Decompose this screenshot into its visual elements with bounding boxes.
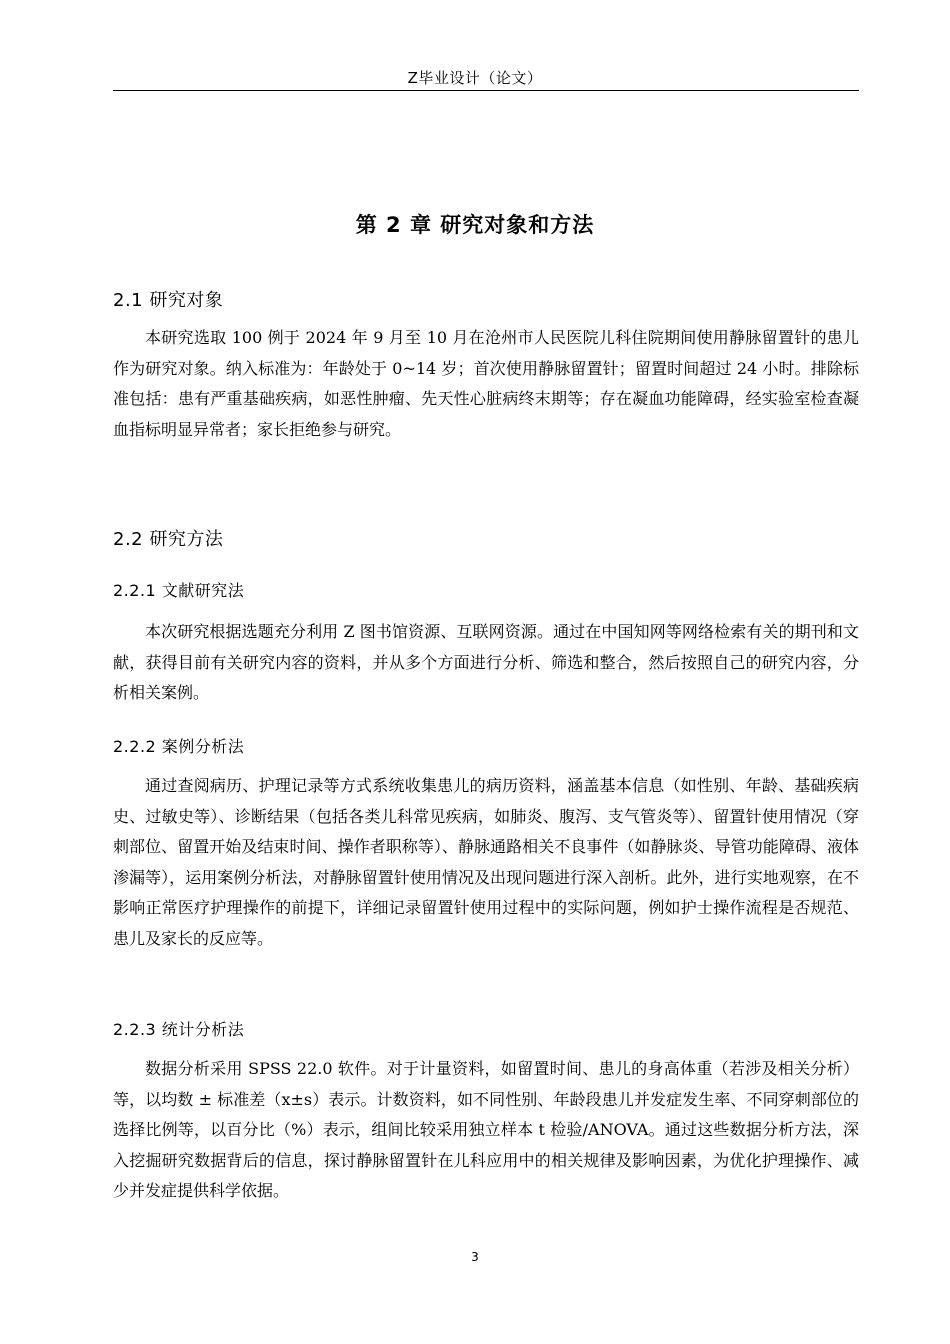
section-2-2-3-title: 2.2.3 统计分析法	[113, 1020, 245, 1039]
page-header-title: Z毕业设计（论文）	[407, 69, 543, 87]
page-number: 3	[471, 1250, 479, 1264]
chapter-title: 第 2 章 研究对象和方法	[355, 213, 595, 237]
section-2-2-1-title: 2.2.1 文献研究法	[113, 581, 245, 600]
section-2-2-1-paragraph: 本次研究根据选题充分利用 Z 图书馆资源、互联网资源。通过在中国知网等网络检索有关的期刊和文献，获得目前有关研究内容的资料，并从多个方面进行分析、筛选和整合，然后按照自己的研究内容，分析相关案例。	[113, 622, 859, 702]
header-divider	[113, 90, 859, 91]
section-2-2-2-title: 2.2.2 案例分析法	[113, 737, 245, 756]
section-2-1-paragraph: 本研究选取 100 例于 2024 年 9 月至 10 月在沧州市人民医院儿科住院期间使用静脉留置针的患儿作为研究对象。纳入标准为：年龄处于 0~14 岁；首次使用静脉留置针；留置时间超过 24 小时。排除标准包括：患有严重基础疾病，如恶性肿瘤、先天性心脏病终末期等；存在凝血功能障碍，经实验室检查凝血指标明显异常者；家长拒绝参与研究。	[113, 328, 859, 439]
section-2-2-2-paragraph: 通过查阅病历、护理记录等方式系统收集患儿的病历资料，涵盖基本信息（如性别、年龄、基础疾病史、过敏史等）、诊断结果（包括各类儿科常见疾病，如肺炎、腹泻、支气管炎等）、留置针使用情况（穿刺部位、留置开始及结束时间、操作者职称等）、静脉通路相关不良事件（如静脉炎、导管功能障碍、液体渗漏等），运用案例分析法，对静脉留置针使用情况及出现问题进行深入剖析。此外，进行实地观察，在不影响正常医疗护理操作的前提下，详细记录留置针使用过程中的实际问题，例如护士操作流程是否规范、患儿及家长的反应等。	[113, 776, 859, 948]
section-2-1-title: 2.1 研究对象	[113, 290, 224, 311]
section-2-2-title: 2.2 研究方法	[113, 529, 224, 550]
section-2-2-3-paragraph: 数据分析采用 SPSS 22.0 软件。对于计量资料，如留置时间、患儿的身高体重（若涉及相关分析）等，以均数 ± 标准差（x±s）表示。计数资料，如不同性别、年龄段患儿并发症发生率、不同穿刺部位的选择比例等，以百分比（%）表示，组间比较采用独立样本 t 检验/ANOVA。通过这些数据分析方法，深入挖掘研究数据背后的信息，探讨静脉留置针在儿科应用中的相关规律及影响因素，为优化护理操作、减少并发症提供科学依据。	[113, 1059, 859, 1200]
